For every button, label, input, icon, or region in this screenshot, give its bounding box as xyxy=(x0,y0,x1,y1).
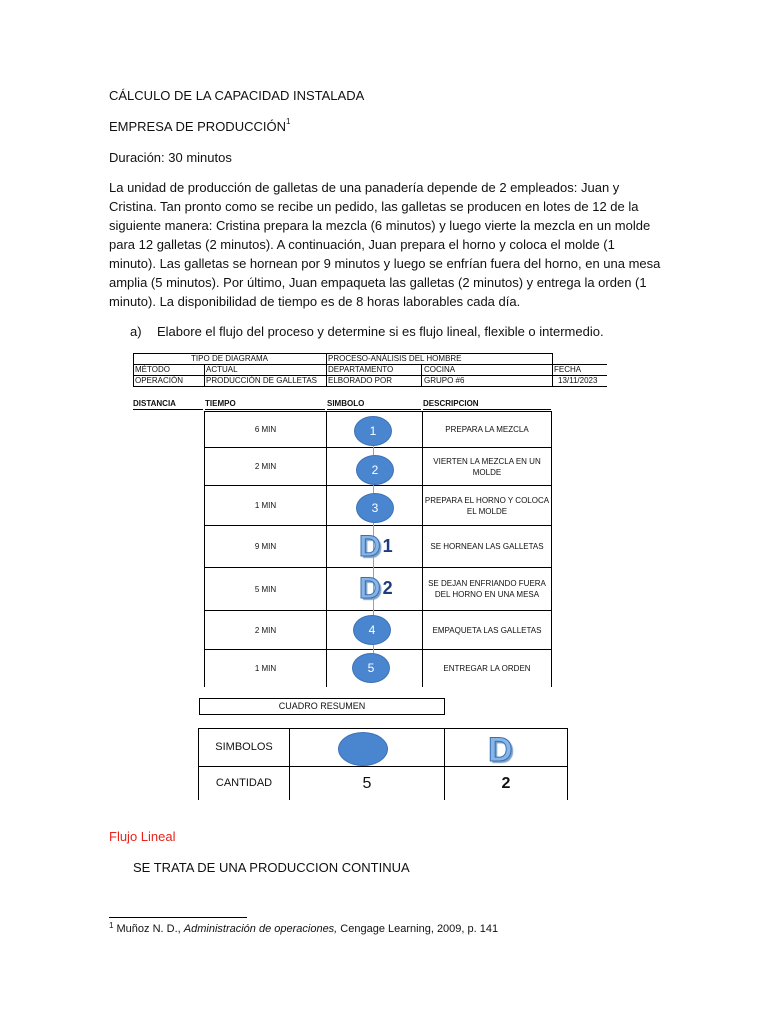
footnote-publisher: Cengage Learning, 2009, p. 141 xyxy=(337,923,499,935)
delays-count: 2 xyxy=(501,774,511,792)
document-title: CÁLCULO DE LA CAPACIDAD INSTALADA xyxy=(109,88,365,103)
table-rule xyxy=(551,411,552,687)
flow-type-heading: Flujo Lineal xyxy=(109,829,176,844)
description-cell: VIERTEN LA MEZCLA EN UN MOLDE xyxy=(433,456,541,477)
header-cell: MÉTODO xyxy=(135,365,170,374)
paragraph-line: minuto). La disponibilidad de tiempo es de 8 horas laborables cada día. xyxy=(109,294,521,309)
paragraph-line: amplia (5 minutos). Por último, Juan empaqueta las galletas (2 minutos) y entrega la orden (1 xyxy=(109,275,647,290)
company-heading xyxy=(109,117,290,136)
delay-letter: D xyxy=(359,530,381,563)
conclusion-text: SE TRATA DE UNA PRODUCCION CONTINUA xyxy=(133,860,410,875)
footnote-author: Muñoz N. D., xyxy=(116,923,184,935)
header-cell: OPERACIÓN xyxy=(135,376,184,385)
delay-symbol-2 xyxy=(359,574,391,604)
header-cell: PRODUCCIÓN DE GALLETAS xyxy=(206,376,317,385)
table-rule xyxy=(133,386,607,387)
summary-title: CUADRO RESUMEN xyxy=(199,698,445,715)
paragraph-line: Cristina. Tan pronto como se recibe un pedido, las galletas se producen en lotes de 12 de la xyxy=(109,199,639,214)
header-cell: DEPARTAMENTO xyxy=(328,365,394,374)
paragraph-line: La unidad de producción de galletas de una panadería depende de 2 empleados: Juan y xyxy=(109,180,620,195)
table-rule xyxy=(326,353,327,387)
time-cell: 1 MIN xyxy=(254,663,277,673)
time-cell: 9 MIN xyxy=(254,542,277,551)
delay-symbol: D xyxy=(488,731,513,769)
description-cell: PREPARA EL HORNO Y COLOCA EL MOLDE xyxy=(424,495,550,516)
footnote-separator xyxy=(109,917,247,918)
duration-text: Duración: 30 minutos xyxy=(109,150,232,165)
operations-count: 5 xyxy=(362,774,372,792)
operation-symbol: 3 xyxy=(356,493,394,523)
time-cell: 5 MIN xyxy=(254,584,277,594)
company-text: EMPRESA DE PRODUCCIÓN xyxy=(109,119,286,134)
time-cell: 2 MIN xyxy=(254,462,277,471)
table-rule xyxy=(567,728,568,800)
footnote-marker: 1 xyxy=(285,117,291,126)
paragraph-line: para 12 galletas (2 minutos). A continuación, Juan prepara el horno y coloca el molde (1 xyxy=(109,237,615,252)
table-rule xyxy=(552,353,553,387)
table-rule xyxy=(326,411,327,687)
header-cell: ELBORADO POR xyxy=(328,376,393,385)
delay-symbol-1 xyxy=(359,532,391,562)
time-cell: 1 MIN xyxy=(254,501,277,510)
description-cell: SE HORNEAN LAS GALLETAS xyxy=(430,542,544,551)
footnote xyxy=(109,921,498,937)
header-cell: TIPO DE DIAGRAMA xyxy=(191,354,268,363)
paragraph-line: siguiente manera: Cristina prepara la mezcla (6 minutos) y luego vierte la mezcla en un molde xyxy=(109,218,651,233)
header-cell: ACTUAL xyxy=(206,365,238,374)
question-text: Elabore el flujo del proceso y determine si es flujo lineal, flexible o intermedio. xyxy=(157,324,604,339)
delay-letter: D xyxy=(359,572,381,605)
problem-paragraph xyxy=(109,178,661,311)
footnote-book: Administración de operaciones, xyxy=(183,923,338,935)
column-header-description: DESCRIPCION xyxy=(423,398,551,410)
operation-symbol: 5 xyxy=(352,653,390,683)
header-cell: GRUPO #6 xyxy=(424,376,465,385)
operation-symbol: 1 xyxy=(354,416,392,446)
time-cell: 2 MIN xyxy=(254,625,277,635)
delay-number: 1 xyxy=(382,536,393,556)
footnote-ref: 1 xyxy=(109,921,114,930)
delay-number: 2 xyxy=(382,578,393,598)
header-cell: PROCESO-ANÁLISIS DEL HOMBRE xyxy=(328,354,462,363)
question-marker: a) xyxy=(130,324,142,339)
header-cell: COCINA xyxy=(424,365,456,374)
column-header-time: TIEMPO xyxy=(205,398,325,410)
description-cell: PREPARA LA MEZCLA xyxy=(445,425,529,434)
column-header-symbol: SIMBOLO xyxy=(327,398,421,410)
summary-label-symbols: SIMBOLOS xyxy=(215,741,273,753)
summary-label-count: CANTIDAD xyxy=(215,777,273,789)
description-cell: SE DEJAN ENFRIANDO FUERA DEL HORNO EN UNA MESA xyxy=(428,579,546,599)
paragraph-line: minuto). Las galletas se hornean por 9 minutos y luego se enfrían fuera del horno, en una mesa xyxy=(109,256,661,271)
operation-symbol: 2 xyxy=(356,455,394,485)
header-cell: 13/11/2023 xyxy=(558,376,598,385)
description-cell: EMPAQUETA LAS GALLETAS xyxy=(432,625,542,635)
operation-symbol: 4 xyxy=(353,615,391,645)
time-cell: 6 MIN xyxy=(254,425,277,434)
column-header-distance: DISTANCIA xyxy=(133,398,203,410)
header-cell: FECHA xyxy=(554,365,582,374)
description-cell: ENTREGAR LA ORDEN xyxy=(443,663,531,673)
operation-circle-symbol xyxy=(338,732,388,766)
